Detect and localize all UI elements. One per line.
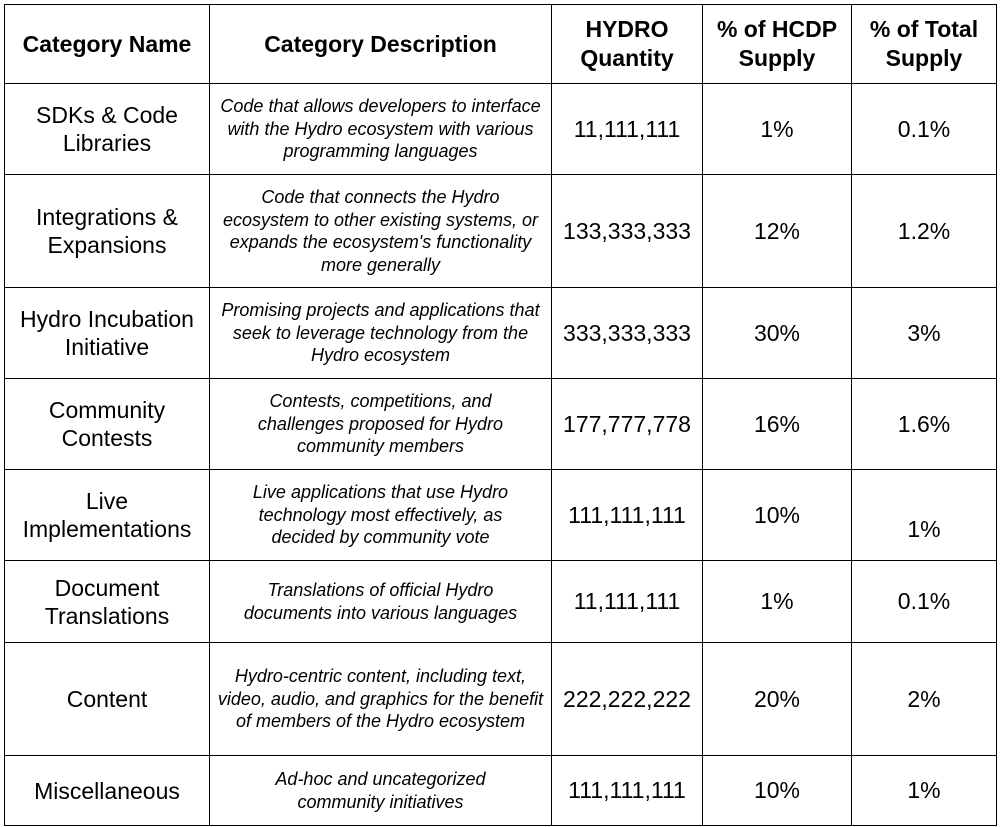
category-name-cell: Integrations & Expansions bbox=[5, 175, 210, 288]
pct-total-cell: 0.1% bbox=[852, 84, 997, 175]
category-description-cell: Code that connects the Hydro ecosystem to other existing systems, or expands the ecosystem's functionality more generally bbox=[210, 175, 552, 288]
pct-hcdp-cell: 20% bbox=[703, 643, 852, 756]
category-name-cell: Hydro Incubation Initiative bbox=[5, 288, 210, 379]
pct-hcdp-cell: 16% bbox=[703, 379, 852, 470]
pct-hcdp-cell: 10% bbox=[703, 756, 852, 826]
pct-total-cell: 0.1% bbox=[852, 561, 997, 643]
pct-hcdp-cell: 1% bbox=[703, 84, 852, 175]
hydro-quantity-cell: 177,777,778 bbox=[552, 379, 703, 470]
category-description-cell: Ad-hoc and uncategorized community initiatives bbox=[210, 756, 552, 826]
category-description-cell: Code that allows developers to interface with the Hydro ecosystem with various programming languages bbox=[210, 84, 552, 175]
pct-total-cell: 2% bbox=[852, 643, 997, 756]
pct-total-cell: 3% bbox=[852, 288, 997, 379]
category-description-cell: Translations of official Hydro documents into various languages bbox=[210, 561, 552, 643]
table-row bbox=[5, 643, 997, 756]
category-name-cell: Live Implementations bbox=[5, 470, 210, 561]
hydro-quantity-cell: 133,333,333 bbox=[552, 175, 703, 288]
hydro-quantity-cell: 222,222,222 bbox=[552, 643, 703, 756]
hydro-quantity-cell: 111,111,111 bbox=[552, 470, 703, 561]
table-row bbox=[5, 561, 997, 643]
category-name-cell: Content bbox=[5, 643, 210, 756]
category-name-cell: SDKs & Code Libraries bbox=[5, 84, 210, 175]
pct-hcdp-cell: 12% bbox=[703, 175, 852, 288]
table-row bbox=[5, 84, 997, 175]
pct-hcdp-cell: 30% bbox=[703, 288, 852, 379]
pct-total-cell: 1.6% bbox=[852, 379, 997, 470]
header-pct-total-supply: % of Total Supply bbox=[852, 5, 997, 84]
pct-total-cell: 1% bbox=[852, 756, 997, 826]
table-row bbox=[5, 470, 997, 561]
hydro-quantity-cell: 333,333,333 bbox=[552, 288, 703, 379]
pct-hcdp-cell: 10% bbox=[703, 470, 852, 561]
header-pct-hcdp-supply: % of HCDP Supply bbox=[703, 5, 852, 84]
pct-total-cell: 1% bbox=[852, 470, 997, 561]
hydro-quantity-cell: 11,111,111 bbox=[552, 84, 703, 175]
table-row bbox=[5, 175, 997, 288]
header-row bbox=[5, 5, 997, 84]
hydro-quantity-cell: 111,111,111 bbox=[552, 756, 703, 826]
pct-hcdp-cell: 1% bbox=[703, 561, 852, 643]
hydro-quantity-cell: 11,111,111 bbox=[552, 561, 703, 643]
pct-total-cell: 1.2% bbox=[852, 175, 997, 288]
category-description-cell: Live applications that use Hydro technology most effectively, as decided by community vote bbox=[210, 470, 552, 561]
header-hydro-quantity: HYDRO Quantity bbox=[552, 5, 703, 84]
table-row bbox=[5, 756, 997, 826]
category-name-cell: Community Contests bbox=[5, 379, 210, 470]
category-description-cell: Contests, competitions, and challenges proposed for Hydro community members bbox=[210, 379, 552, 470]
category-description-cell: Promising projects and applications that seek to leverage technology from the Hydro ecosystem bbox=[210, 288, 552, 379]
category-name-cell: Document Translations bbox=[5, 561, 210, 643]
category-description-cell: Hydro-centric content, including text, video, audio, and graphics for the benefit of members of the Hydro ecosystem bbox=[210, 643, 552, 756]
table-row bbox=[5, 288, 997, 379]
header-category-description: Category Description bbox=[210, 5, 552, 84]
table-row bbox=[5, 379, 997, 470]
category-name-cell: Miscellaneous bbox=[5, 756, 210, 826]
header-category-name: Category Name bbox=[5, 5, 210, 84]
hcdp-allocation-table bbox=[4, 4, 997, 826]
